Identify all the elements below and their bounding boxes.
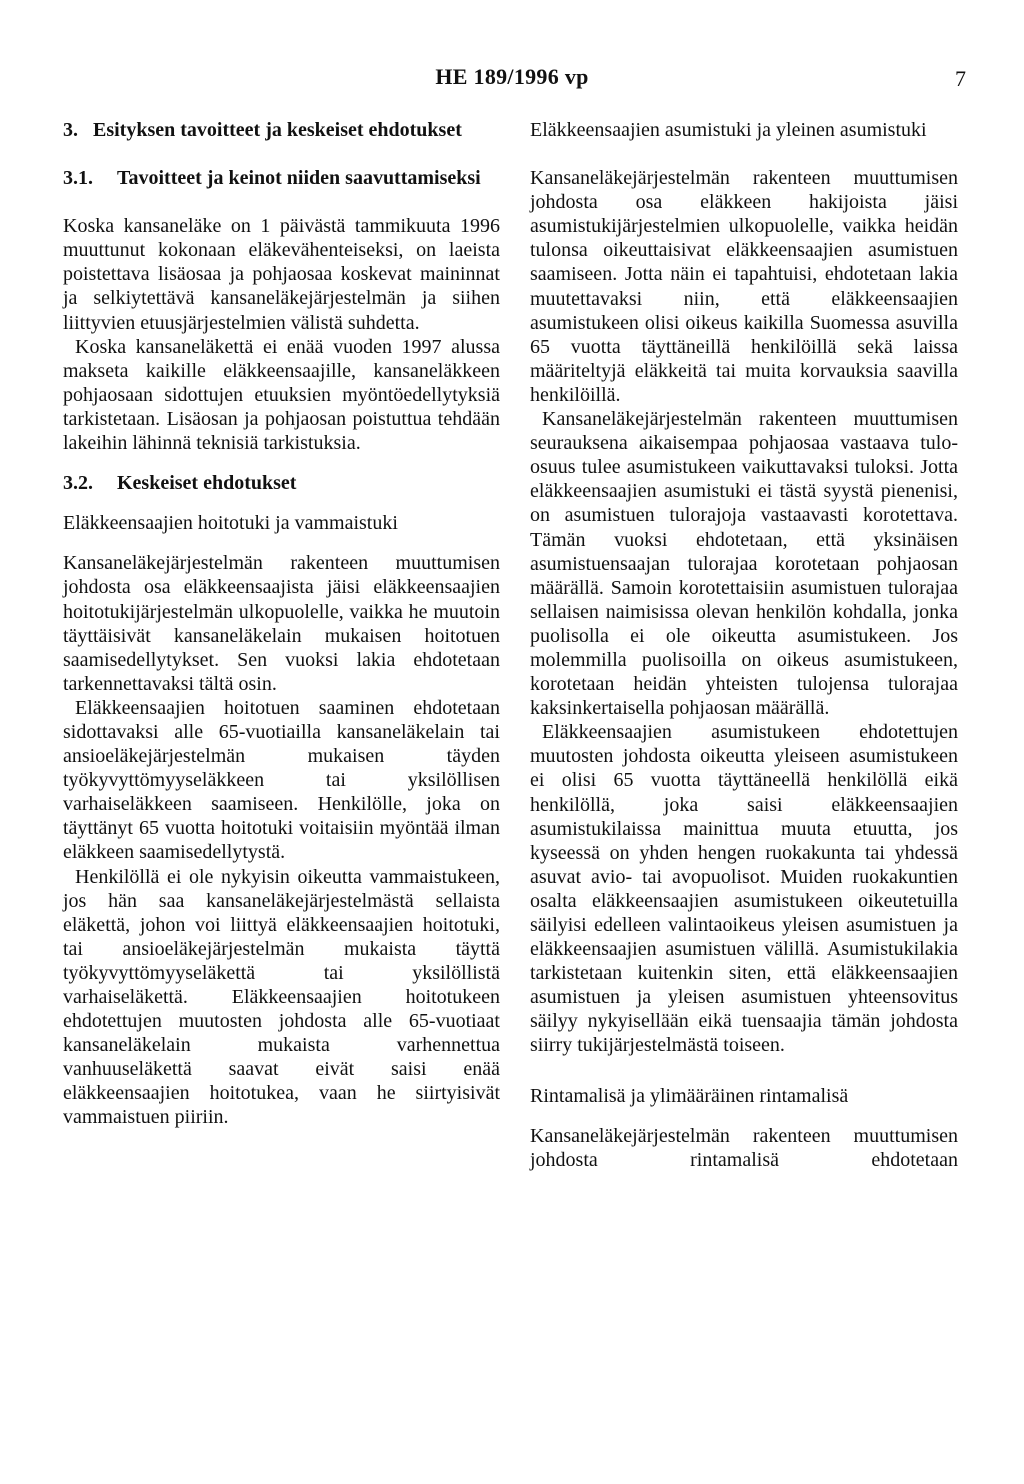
paragraph: Koska kansaneläke on 1 päivästä tammikuuta 1996 muuttunut kokonaan eläkevähenteiseksi, on laeista poistettava lisäosaa ja pohjaosaa koskevat maininnat ja selkiytettävä kansaneläkejärjestelmän ja siihen liittyvien etuusjärjestelmien välistä suhdetta. [63, 215, 500, 334]
paragraph: Eläkkeensaajien hoitotuen saaminen ehdotetaan sidottavaksi alle 65-vuotiailla kansaneläkelain tai ansioeläkejärjestelmän mukaisen täyden työkyvyttömyyseläkkeen tai yksilöllisen varhaiseläkkeen saamiseen. Henkilölle, joka on täyttänyt 65 vuotta hoitotuki voitaisiin myöntää ilman eläkkeen saamisedellytystä. [63, 696, 500, 864]
subsection-title: Keskeiset ehdotukset [117, 472, 297, 495]
paragraph: Eläkkeensaajien asumistukeen ehdotettujen muutosten johdosta oikeutta yleiseen asumistukeen ei olisi 65 vuotta täyttäneellä henkilöllä eikä henkilöllä, joka saisi eläkkeensaajien asumistukilaissa mainittua muuta etuutta, jos kyseessä on yhden hengen ruokakunta tai yhdessä asuvat avio- tai avopuolisot. Muiden ruokakuntien osalta eläkkeensaajien asumistukeen oikeutetuilla säilyisi edelleen valintaoikeus yleisen asumistuen ja eläkkeensaajien asumistuen välillä. Asumistukilakia tarkistetaan kuitenkin siten, että eläkkeensaajien asumistuen ja yleisen asumistuen yhteensovitus säilyy nykyisellään eikä tuensaajia tämän johdosta siirry tukijärjestelmästä toiseen. [530, 721, 958, 1057]
topic-heading-rintamalisa: Rintamalisä ja ylimääräinen rintamalisä [530, 1084, 849, 1107]
topic-heading-hoitotuki: Eläkkeensaajien hoitotuki ja vammaistuki [63, 512, 398, 535]
right-column [530, 118, 958, 1172]
section-heading [63, 118, 500, 142]
paragraph: Henkilöllä ei ole nykyisin oikeutta vammaistukeen, jos hän saa kansaneläkejärjestelmästä sellaista eläkettä, johon voi liittyä eläkkeensaajien hoitotuki, tai ansioeläkejärjestelmän mukaista täyttä työkyvyttömyyseläkettä tai yksilöllistä varhaiseläkettä. Eläkkeensaajien hoitotukeen ehdotettujen muutosten johdosta alle 65-vuotiaat kansaneläkelain mukaista varhennettua vanhuuseläkettä saavat eivät saisi enää eläkkeensaajien hoitotukea, vaan he siirtyisivät vammaistuen piiriin. [63, 865, 500, 1129]
paragraph: Kansaneläkejärjestelmän rakenteen muuttumisen johdosta rintamalisä ehdotetaan [530, 1124, 958, 1171]
paragraph: Koska kansaneläkettä ei enää vuoden 1997 alussa makseta kaikille eläkkeensaajille, kansaneläkkeen pohjaosaan sidottujen etuuksien myöntöedellytyksiä tarkistetaan. Lisäosan ja pohjaosan poistuttua tehdään lakeihin lähinnä teknisiä tarkistuksia. [63, 335, 500, 455]
subsection-title: Tavoitteet ja keinot niiden saavuttamiseksi [117, 167, 481, 190]
paragraph: Kansaneläkejärjestelmän rakenteen muuttumisen seurauksena aikaisempaa pohjaosaa vastaava tulo-osuus tulee asumistukeen vaikuttavaksi tuloksi. Jotta eläkkeensaajien asumistuki ei tästä syystä pienenisi, on asumistuen tulorajoja vastaavasti korotettava. Tämän vuoksi ehdotetaan, että yksinäisen asumistuensaajan tulorajaa korotetaan pohjaosan määrällä. Samoin korotettaisiin asumistuen tulorajaa sellaisen naimisissa olevan henkilön kohdalla, jonka puolisolla ei ole oikeutta asumistukeen. Jos molemmilla puolisoilla on oikeus asumistukeen, korotetaan heidän yhteisten tulojensa tulorajaa kaksinkertaisella pohjaosan määrällä. [530, 408, 958, 720]
page-number: 7 [955, 66, 966, 91]
section-title: Esityksen tavoitteet ja keskeiset ehdotukset [93, 119, 462, 141]
paragraph: Kansaneläkejärjestelmän rakenteen muuttumisen johdosta osa eläkkeensaajista jäisi eläkkeensaajien hoitotukijärjestelmän ulkopuolelle, vaikka he muutoin täyttäisivät kansaneläkelain mukaisen hoitotuen saamisedellytykset. Sen vuoksi lakia ehdotetaan tarkennettavaksi tältä osin. [63, 552, 500, 695]
subsection-heading-3-1 [63, 166, 500, 190]
paragraph: Kansaneläkejärjestelmän rakenteen muuttumisen johdosta osa eläkkeen hakijoista jäisi asumistukijärjestelmien ulkopuolelle, vaikka heidän tulonsa oikeuttaisivat eläkkeensaajien asumistuen saamiseen. Jotta näin ei tapahtuisi, ehdotetaan lakia muutettavaksi niin, että eläkkeensaajien asumistukeen olisi oikeus kaikilla Suomessa asuvilla 65 vuotta täyttäneillä henkilöillä sekä laissa määriteltyjä eläkkeitä tai muita korvauksia saavilla henkilöillä. [530, 167, 958, 406]
left-column [63, 118, 500, 1130]
topic-heading-asumistuki: Eläkkeensaajien asumistuki ja yleinen asumistuki [530, 119, 927, 141]
subsection-heading-3-2 [63, 471, 500, 495]
subsection-number: 3.2. [63, 472, 93, 495]
running-head: HE 189/1996 vp [435, 64, 589, 89]
section-number: 3. [63, 119, 78, 141]
subsection-number: 3.1. [63, 167, 93, 190]
